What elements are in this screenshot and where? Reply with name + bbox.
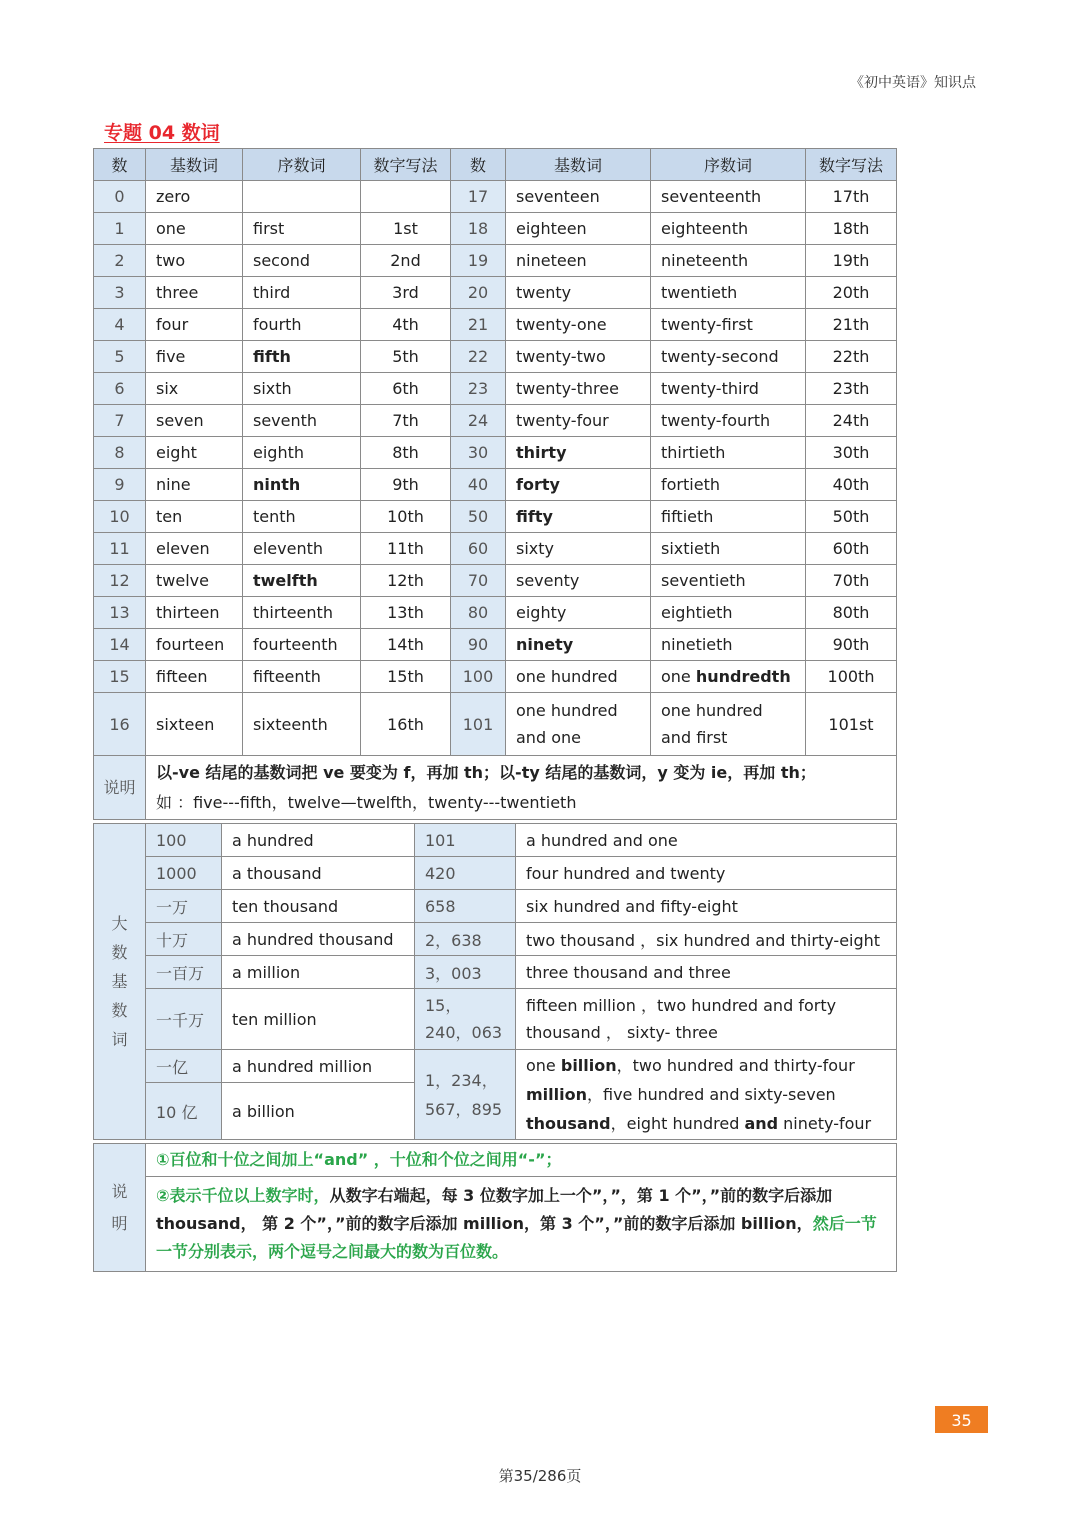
ordinal-cell: twentieth <box>651 277 806 309</box>
text-segment: ，five hundred and sixty-seven <box>587 1085 836 1104</box>
number-cell: 14 <box>94 629 146 661</box>
number-cell: 21 <box>451 309 506 341</box>
number-cell: 18 <box>451 213 506 245</box>
ordinal-cell: twenty-first <box>651 309 806 341</box>
example-word: three thousand and three <box>516 956 897 989</box>
ordinal-cell: eighteenth <box>651 213 806 245</box>
cardinal-cell: ten <box>146 501 243 533</box>
number-cell: 5 <box>94 341 146 373</box>
ordinal-cell: seventh <box>243 405 361 437</box>
written-cell: 14th <box>361 629 451 661</box>
column-header: 数 <box>94 149 146 181</box>
column-header: 序数词 <box>651 149 806 181</box>
ordinal-cell: eightieth <box>651 597 806 629</box>
table-row <box>94 661 897 693</box>
table-row <box>94 956 897 989</box>
ordinal-cell: twenty-third <box>651 373 806 405</box>
number-cell: 4 <box>94 309 146 341</box>
explanation-label-text: 说明 <box>111 1181 128 1233</box>
written-cell: 8th <box>361 437 451 469</box>
column-header: 数字写法 <box>361 149 451 181</box>
ordinal-cell: fortieth <box>651 469 806 501</box>
example-word: two thousand ，six hundred and thirty-eight <box>516 923 897 956</box>
note-line-1: 以-ve 结尾的基数词把 ve 要变为 f，再加 th；以-ty 结尾的基数词，y 变为 ie，再加 th； <box>156 762 816 782</box>
table-row <box>94 923 897 956</box>
cardinal-cell: one <box>146 213 243 245</box>
page-number-badge: 35 <box>935 1406 988 1433</box>
cardinal-cell: ninety <box>506 629 651 661</box>
number-cell: 17 <box>451 181 506 213</box>
number-cell: 6 <box>94 373 146 405</box>
table-row <box>94 989 897 1050</box>
table-row <box>94 890 897 923</box>
written-cell: 60th <box>806 533 897 565</box>
number-cell: 90 <box>451 629 506 661</box>
written-cell: 22th <box>806 341 897 373</box>
number-cell: 7 <box>94 405 146 437</box>
table-row <box>94 533 897 565</box>
ordinal-cell: sixteenth <box>243 693 361 756</box>
written-cell: 40th <box>806 469 897 501</box>
cardinal-cell: seventy <box>506 565 651 597</box>
big-word: a million <box>222 956 415 989</box>
written-cell: 17th <box>806 181 897 213</box>
note-label: 说明 <box>94 756 146 820</box>
number-cell: 8 <box>94 437 146 469</box>
number-cell: 16 <box>94 693 146 756</box>
table-row <box>94 341 897 373</box>
example-word: four hundred and twenty <box>516 857 897 890</box>
written-cell: 11th <box>361 533 451 565</box>
cardinal-cell: forty <box>506 469 651 501</box>
number-cell: 10 <box>94 501 146 533</box>
number-cell: 15 <box>94 661 146 693</box>
cardinal-cell: twenty-one <box>506 309 651 341</box>
number-cell: 50 <box>451 501 506 533</box>
explanation-label <box>94 1144 146 1272</box>
ordinal-cell: twenty-second <box>651 341 806 373</box>
bold-segment: and <box>744 1114 779 1133</box>
ordinal-cell: sixtieth <box>651 533 806 565</box>
book-title: 《初中英语》知识点 <box>850 75 976 91</box>
number-cell: 23 <box>451 373 506 405</box>
ordinal-cell: thirtieth <box>651 437 806 469</box>
written-cell: 12th <box>361 565 451 597</box>
ordinal-cell <box>651 661 806 693</box>
bold-segment: thousand <box>526 1114 611 1133</box>
cardinal-cell: sixty <box>506 533 651 565</box>
written-cell: 20th <box>806 277 897 309</box>
cardinal-cell: twenty <box>506 277 651 309</box>
cardinal-cell: one hundred and one <box>506 693 651 756</box>
column-header: 数 <box>451 149 506 181</box>
note-row <box>94 756 897 820</box>
written-cell <box>361 181 451 213</box>
written-cell: 23th <box>806 373 897 405</box>
big-num: 一亿 <box>146 1050 222 1083</box>
big-num: 一万 <box>146 890 222 923</box>
example-num: 2，638 <box>415 923 516 956</box>
cardinal-cell: three <box>146 277 243 309</box>
big-number-table <box>93 823 897 1140</box>
big-num: 100 <box>146 824 222 857</box>
text-segment: ninety-four <box>778 1114 872 1133</box>
table-row <box>94 565 897 597</box>
text-segment: one <box>661 667 696 686</box>
written-cell: 18th <box>806 213 897 245</box>
table-row <box>94 629 897 661</box>
table-row <box>94 693 897 756</box>
big-number-label <box>94 824 146 1140</box>
big-word: ten thousand <box>222 890 415 923</box>
cardinal-cell: fourteen <box>146 629 243 661</box>
rule-2-body: 从数字右端起，每 3 位数字加上一个”，”，第 1 个”，”前的数字后添加 thousand， 第 2 个”，”前的数字后添加 million，第 3 个”，”前的数字后添加 billion， <box>156 1186 833 1233</box>
written-cell: 2nd <box>361 245 451 277</box>
ordinal-cell: one hundred and first <box>651 693 806 756</box>
number-cell: 9 <box>94 469 146 501</box>
written-cell: 19th <box>806 245 897 277</box>
number-cell: 1 <box>94 213 146 245</box>
note-line-2: 如 ：five---fifth，twelve—twelfth，twenty---twentieth <box>156 792 577 812</box>
note-content <box>146 756 897 820</box>
column-header: 数字写法 <box>806 149 897 181</box>
ordinal-cell: eighth <box>243 437 361 469</box>
ordinal-cell: first <box>243 213 361 245</box>
table-row <box>94 857 897 890</box>
big-num: 1000 <box>146 857 222 890</box>
example-word: a hundred and one <box>516 824 897 857</box>
cardinal-cell: two <box>146 245 243 277</box>
written-cell: 30th <box>806 437 897 469</box>
cardinal-cell: thirteen <box>146 597 243 629</box>
ordinal-cell: second <box>243 245 361 277</box>
number-table <box>93 148 897 820</box>
number-cell: 60 <box>451 533 506 565</box>
written-cell: 101st <box>806 693 897 756</box>
explanation-row <box>94 1144 897 1177</box>
cardinal-cell: seven <box>146 405 243 437</box>
table-row <box>94 437 897 469</box>
big-num: 一千万 <box>146 989 222 1050</box>
table-row <box>94 469 897 501</box>
written-cell: 50th <box>806 501 897 533</box>
written-cell: 7th <box>361 405 451 437</box>
table-row <box>94 405 897 437</box>
written-cell: 9th <box>361 469 451 501</box>
number-cell: 11 <box>94 533 146 565</box>
written-cell: 4th <box>361 309 451 341</box>
cardinal-cell: thirty <box>506 437 651 469</box>
cardinal-cell: twelve <box>146 565 243 597</box>
cardinal-cell: eighteen <box>506 213 651 245</box>
number-cell: 80 <box>451 597 506 629</box>
number-cell: 0 <box>94 181 146 213</box>
big-word: a hundred million <box>222 1050 415 1083</box>
example-word <box>516 1050 897 1140</box>
big-word: a thousand <box>222 857 415 890</box>
table-row <box>94 373 897 405</box>
ordinal-cell: fifth <box>243 341 361 373</box>
cardinal-cell: six <box>146 373 243 405</box>
ordinal-cell: fifteenth <box>243 661 361 693</box>
table-header-row <box>94 149 897 181</box>
number-cell: 2 <box>94 245 146 277</box>
text-segment: ，two hundred and thirty-four <box>616 1056 855 1075</box>
example-num: 3，003 <box>415 956 516 989</box>
big-word: ten million <box>222 989 415 1050</box>
bold-segment: billion <box>560 1056 617 1075</box>
written-cell: 3rd <box>361 277 451 309</box>
example-word: fifteen million ，two hundred and forty thousand ， sixty- three <box>516 989 897 1050</box>
table-row <box>94 213 897 245</box>
written-cell: 13th <box>361 597 451 629</box>
topic-title: 专题 04 数词 <box>104 122 220 144</box>
written-cell: 80th <box>806 597 897 629</box>
written-cell: 15th <box>361 661 451 693</box>
number-cell: 19 <box>451 245 506 277</box>
number-cell: 12 <box>94 565 146 597</box>
written-cell: 10th <box>361 501 451 533</box>
big-number-label-text: 大数基数词 <box>111 914 128 1049</box>
ordinal-cell: third <box>243 277 361 309</box>
ordinal-cell: sixth <box>243 373 361 405</box>
ordinal-cell: ninetieth <box>651 629 806 661</box>
table-row <box>94 501 897 533</box>
table-row <box>94 1050 897 1083</box>
cardinal-cell: nineteen <box>506 245 651 277</box>
table-row <box>94 824 897 857</box>
ordinal-cell: seventieth <box>651 565 806 597</box>
written-cell: 70th <box>806 565 897 597</box>
explanation-table <box>93 1143 897 1272</box>
cardinal-cell: zero <box>146 181 243 213</box>
written-cell: 5th <box>361 341 451 373</box>
cardinal-cell: twenty-three <box>506 373 651 405</box>
cardinal-cell: fifteen <box>146 661 243 693</box>
text-segment: one <box>526 1056 561 1075</box>
big-word: a hundred <box>222 824 415 857</box>
cardinal-cell: twenty-four <box>506 405 651 437</box>
rule-2 <box>146 1177 897 1272</box>
number-cell: 22 <box>451 341 506 373</box>
written-cell: 100th <box>806 661 897 693</box>
ordinal-cell: fourteenth <box>243 629 361 661</box>
ordinal-cell: fiftieth <box>651 501 806 533</box>
number-cell: 13 <box>94 597 146 629</box>
cardinal-cell: five <box>146 341 243 373</box>
rule-2-intro: ②表示千位以上数字时， <box>156 1186 330 1205</box>
number-cell: 101 <box>451 693 506 756</box>
table-row <box>94 309 897 341</box>
rule-2-end: 然后一节一节分别表示，两个逗号之间最大的数为百位数。 <box>156 1214 877 1261</box>
number-cell: 30 <box>451 437 506 469</box>
ordinal-cell: ninth <box>243 469 361 501</box>
big-num: 10 亿 <box>146 1083 222 1140</box>
example-num: 420 <box>415 857 516 890</box>
written-cell: 24th <box>806 405 897 437</box>
big-num: 一百万 <box>146 956 222 989</box>
number-cell: 70 <box>451 565 506 597</box>
rule-1: ①百位和十位之间加上“and” ，十位和个位之间用“-”； <box>146 1144 897 1177</box>
example-num: 658 <box>415 890 516 923</box>
column-header: 基数词 <box>506 149 651 181</box>
written-cell: 16th <box>361 693 451 756</box>
written-cell: 90th <box>806 629 897 661</box>
explanation-row <box>94 1177 897 1272</box>
example-word: six hundred and fifty-eight <box>516 890 897 923</box>
ordinal-cell: twenty-fourth <box>651 405 806 437</box>
ordinal-cell: eleventh <box>243 533 361 565</box>
table-row <box>94 277 897 309</box>
number-cell: 20 <box>451 277 506 309</box>
big-word: a hundred thousand <box>222 923 415 956</box>
bold-segment: million <box>526 1085 587 1104</box>
ordinal-cell: fourth <box>243 309 361 341</box>
cardinal-cell: eleven <box>146 533 243 565</box>
cardinal-cell: eight <box>146 437 243 469</box>
page-footer: 第35/286页 <box>498 1467 582 1485</box>
cardinal-cell: seventeen <box>506 181 651 213</box>
big-word: a billion <box>222 1083 415 1140</box>
ordinal-cell <box>243 181 361 213</box>
example-num: 15，240，063 <box>415 989 516 1050</box>
cardinal-cell: twenty-two <box>506 341 651 373</box>
cardinal-cell: nine <box>146 469 243 501</box>
table-row <box>94 181 897 213</box>
bold-segment: hundredth <box>695 667 791 686</box>
example-num: 1，234，567，895 <box>415 1050 516 1140</box>
column-header: 序数词 <box>243 149 361 181</box>
big-num: 十万 <box>146 923 222 956</box>
table-row <box>94 245 897 277</box>
ordinal-cell: tenth <box>243 501 361 533</box>
cardinal-cell: sixteen <box>146 693 243 756</box>
cardinal-cell: fifty <box>506 501 651 533</box>
column-header: 基数词 <box>146 149 243 181</box>
cardinal-cell: four <box>146 309 243 341</box>
cardinal-cell: one hundred <box>506 661 651 693</box>
written-cell: 1st <box>361 213 451 245</box>
text-segment: ，eight hundred <box>610 1114 745 1133</box>
ordinal-cell: nineteenth <box>651 245 806 277</box>
ordinal-cell: thirteenth <box>243 597 361 629</box>
cardinal-cell: eighty <box>506 597 651 629</box>
written-cell: 21th <box>806 309 897 341</box>
number-cell: 40 <box>451 469 506 501</box>
written-cell: 6th <box>361 373 451 405</box>
example-num: 101 <box>415 824 516 857</box>
number-cell: 3 <box>94 277 146 309</box>
ordinal-cell: seventeenth <box>651 181 806 213</box>
table-row <box>94 597 897 629</box>
ordinal-cell: twelfth <box>243 565 361 597</box>
number-cell: 100 <box>451 661 506 693</box>
number-cell: 24 <box>451 405 506 437</box>
